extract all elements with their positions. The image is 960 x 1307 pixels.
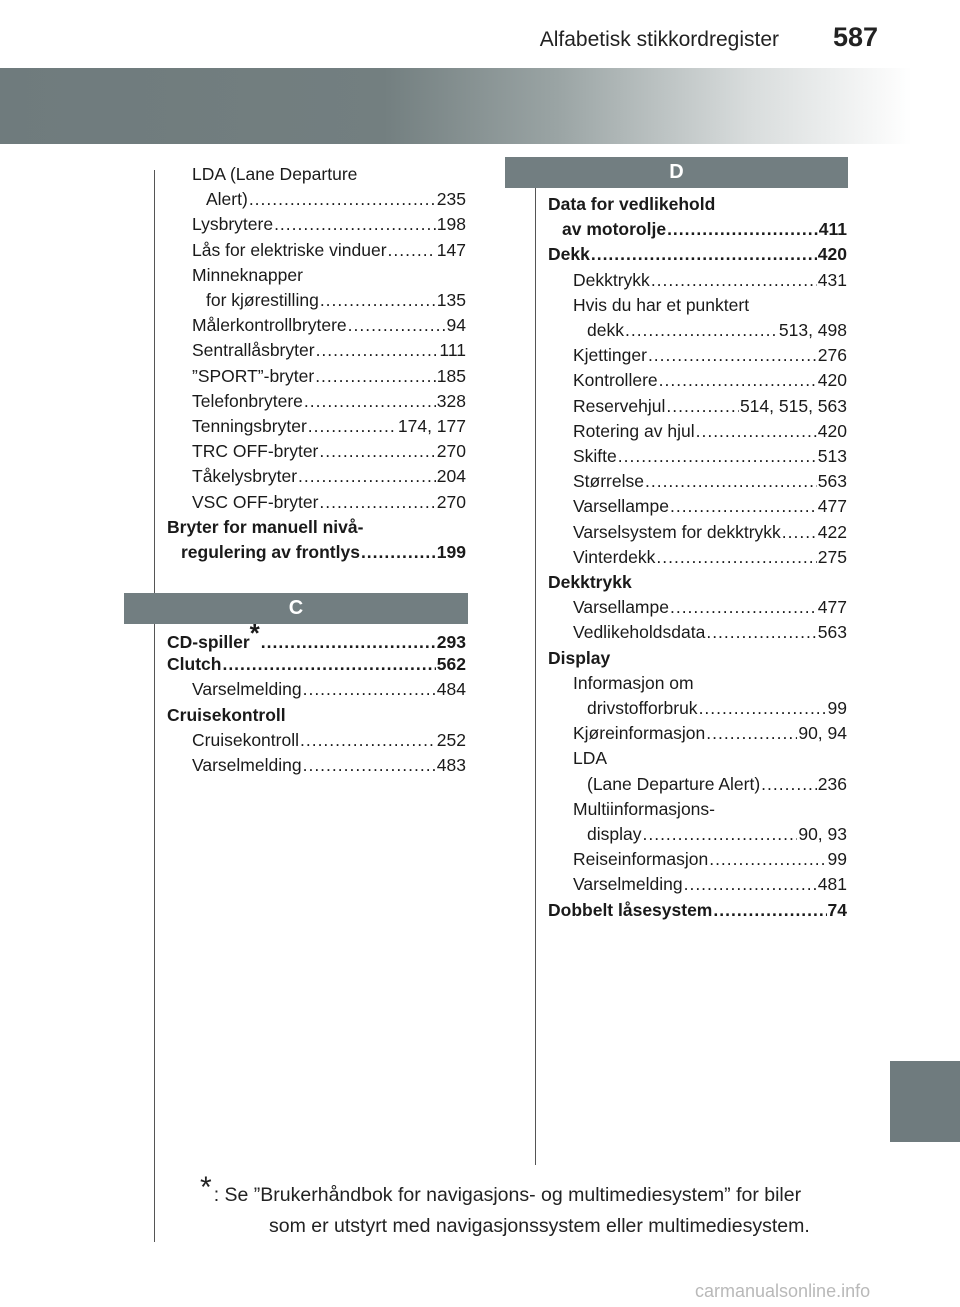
index-entry xyxy=(562,217,847,242)
dot-leader xyxy=(308,414,397,439)
index-entry xyxy=(192,212,466,237)
index-entry-label: Varselmelding xyxy=(192,755,302,775)
index-entry-label: Varsellampe xyxy=(573,496,669,517)
index-entry xyxy=(587,318,847,343)
index-entry-page: 74 xyxy=(827,899,847,920)
index-entry-label: Vinterdekk xyxy=(573,546,656,567)
index-entry-label: (Lane Departure Alert) xyxy=(587,773,761,794)
dot-leader xyxy=(706,620,816,645)
dot-leader xyxy=(315,364,436,389)
index-entry xyxy=(206,187,466,212)
index-entry xyxy=(573,797,715,822)
index-entry xyxy=(573,671,694,696)
index-entry-page: 562 xyxy=(436,654,466,675)
index-entry-label: Cruisekontroll xyxy=(192,729,299,750)
index-entry-label: display xyxy=(587,824,642,844)
dot-leader xyxy=(696,419,817,444)
index-entry-page: 293 xyxy=(436,632,466,652)
dot-leader xyxy=(656,545,816,570)
index-entry xyxy=(548,570,632,595)
index-entry xyxy=(192,490,466,515)
dot-leader xyxy=(709,847,826,872)
index-entry-page: 411 xyxy=(818,219,847,240)
index-entry-page: 185 xyxy=(436,365,466,386)
index-entry-page: 236 xyxy=(817,773,847,794)
index-entry xyxy=(192,263,303,288)
dot-leader xyxy=(670,494,817,519)
index-entry-label: Dobbelt låsesystem xyxy=(548,899,713,920)
dot-leader xyxy=(659,368,817,393)
index-entry xyxy=(573,847,847,872)
index-entry xyxy=(573,746,607,771)
footnote-asterisk: * xyxy=(200,1171,212,1204)
index-entry-page: 276 xyxy=(817,345,847,366)
dot-leader xyxy=(274,212,436,237)
index-entry-label: Reiseinformasjon xyxy=(573,849,709,870)
index-entry xyxy=(192,439,466,464)
index-entry-page: 513, 498 xyxy=(778,320,847,340)
index-entry-page: 99 xyxy=(827,849,847,870)
dot-leader xyxy=(222,652,435,677)
index-entry-page: 270 xyxy=(436,491,466,512)
index-entry-label: drivstofforbruk xyxy=(587,698,698,718)
chapter-side-tab xyxy=(890,1061,960,1142)
index-entry xyxy=(573,595,847,620)
index-entry-page: 198 xyxy=(436,214,466,235)
index-entry-page: 90, 93 xyxy=(798,824,847,844)
dot-leader xyxy=(782,520,817,545)
dot-leader xyxy=(699,696,827,721)
index-entry-label: regulering av frontlys xyxy=(181,542,360,562)
section-header-d xyxy=(505,157,848,188)
index-entry-label: CD-spiller xyxy=(167,632,250,652)
dot-leader xyxy=(300,728,436,753)
index-entry-page: 270 xyxy=(436,441,466,462)
index-entry-page: 275 xyxy=(817,546,847,567)
dot-leader xyxy=(388,238,436,263)
index-entry-page: 484 xyxy=(436,679,466,700)
index-entry xyxy=(548,646,610,671)
index-entry xyxy=(573,494,847,519)
index-entry xyxy=(573,469,847,494)
dot-leader xyxy=(319,490,435,515)
index-entry-label: dekk xyxy=(587,320,624,340)
index-entry-page: 513 xyxy=(817,446,847,466)
dot-leader xyxy=(320,288,436,313)
index-entry-label: Dekktrykk xyxy=(573,269,650,290)
index-entry-page: 147 xyxy=(436,239,466,260)
index-entry-page: 420 xyxy=(817,370,847,391)
dot-leader xyxy=(316,338,439,363)
index-entry xyxy=(573,419,847,444)
index-entry xyxy=(192,364,466,389)
dot-leader xyxy=(249,187,436,212)
index-entry-label: Multiinformasjons- xyxy=(573,798,715,819)
index-entry xyxy=(192,238,466,263)
index-entry-label: Lysbrytere xyxy=(192,214,274,235)
dot-leader xyxy=(618,444,817,469)
index-entry-label: LDA xyxy=(573,748,608,769)
index-entry-label: Målerkontrollbrytere xyxy=(192,315,347,336)
index-entry-label: Telefonbrytere xyxy=(192,390,303,411)
index-entry-page: 481 xyxy=(817,874,847,895)
dot-leader xyxy=(761,772,817,797)
index-entry-page: 235 xyxy=(436,189,466,210)
index-entry xyxy=(548,192,715,217)
index-entry xyxy=(192,464,466,489)
index-entry xyxy=(587,696,847,721)
footnote-marker: * xyxy=(249,618,260,648)
footnote xyxy=(200,1171,810,1242)
index-entry-label: Dekktrykk xyxy=(548,572,632,592)
dot-leader xyxy=(651,268,817,293)
index-entry-page: 199 xyxy=(436,542,466,562)
index-entry-page: 90, 94 xyxy=(798,723,847,744)
index-entry-label: Tenningsbryter xyxy=(192,416,307,436)
index-entry xyxy=(192,389,466,414)
index-entry-page: 174, 177 xyxy=(397,416,466,436)
index-entry xyxy=(548,242,847,267)
watermark: carmanualsonline.info xyxy=(695,1281,871,1301)
index-entry-label: Lås for elektriske vinduer xyxy=(192,239,387,260)
index-entry xyxy=(167,618,466,655)
dot-leader xyxy=(670,595,817,620)
index-entry-label: Alert) xyxy=(206,189,248,210)
index-entry xyxy=(192,162,357,187)
dot-leader xyxy=(625,318,778,343)
index-entry xyxy=(573,343,847,368)
index-entry-page: 477 xyxy=(817,496,847,517)
index-entry xyxy=(573,545,847,570)
index-entry-page: 252 xyxy=(436,729,466,750)
index-entry-label: Varselsystem for dekktrykk xyxy=(573,521,781,542)
dot-leader xyxy=(348,313,446,338)
index-entry-label: Reservehjul xyxy=(573,395,666,416)
index-entry xyxy=(548,898,847,923)
index-entry-page: 422 xyxy=(817,521,847,542)
index-entry-label: VSC OFF-bryter xyxy=(192,491,319,512)
index-entry xyxy=(192,753,466,778)
index-entry-label: Størrelse xyxy=(573,471,644,492)
index-entry-label: LDA (Lane Departure xyxy=(192,164,358,184)
dot-leader xyxy=(684,872,817,897)
index-entry-page: 477 xyxy=(817,597,847,618)
index-entry-page: 563 xyxy=(817,622,847,643)
index-entry-label: TRC OFF-bryter xyxy=(192,441,319,462)
index-entry-label: Kjøreinformasjon xyxy=(573,723,706,744)
left-column-rule xyxy=(154,170,155,1242)
index-entry-label: Bryter for manuell nivå- xyxy=(167,516,364,537)
index-entry-label: av motorolje xyxy=(562,219,667,240)
index-entry-page: 111 xyxy=(439,340,466,361)
dot-leader xyxy=(713,898,826,923)
index-entry-page: 94 xyxy=(446,315,466,336)
index-entry-label: Rotering av hjul xyxy=(573,420,695,441)
index-entry-label: for kjørestilling xyxy=(206,290,319,310)
index-entry xyxy=(587,822,847,847)
footnote-line-2: som er utstyrt med navigasjonssystem eller multimediesystem. xyxy=(269,1215,810,1237)
section-letter-d: D xyxy=(669,161,684,183)
index-entry-label: Varselmelding xyxy=(192,679,302,700)
index-entry xyxy=(192,313,466,338)
index-entry-label: Sentrallåsbryter xyxy=(192,340,315,361)
dot-leader xyxy=(642,822,797,847)
footnote-line-1 xyxy=(200,1171,810,1211)
section-header-c xyxy=(124,593,468,624)
dot-leader xyxy=(591,242,817,267)
index-entry-label: Kjettinger xyxy=(573,345,647,366)
index-entry xyxy=(573,394,847,419)
header-title: Alfabetisk stikkordregister xyxy=(539,28,779,51)
index-entry xyxy=(192,728,466,753)
index-entry xyxy=(573,620,847,645)
index-entry xyxy=(167,515,363,540)
dot-leader xyxy=(648,343,817,368)
footnote-text-1: : Se ”Brukerhåndbok for navigasjons- og multimediesystem” for biler xyxy=(213,1184,802,1206)
index-entry-label: Hvis du har et punktert xyxy=(573,294,750,315)
index-entry-label: Vedlikeholdsdata xyxy=(573,622,706,643)
index-entry xyxy=(181,540,466,565)
index-entry-label: Data for vedlikehold xyxy=(548,194,716,214)
chapter-banner xyxy=(0,68,960,144)
index-entry-label: Tåkelysbryter xyxy=(192,466,298,487)
dot-leader xyxy=(706,721,797,746)
index-entry-page: 431 xyxy=(817,269,847,290)
index-entry-page: 420 xyxy=(817,420,847,441)
index-entry-label: ”SPORT”-bryter xyxy=(192,365,315,386)
index-entry xyxy=(192,338,466,363)
index-entry xyxy=(192,677,466,702)
page-number: 587 xyxy=(832,22,878,52)
index-entry-label: Varselmelding xyxy=(573,874,683,895)
index-entry-page: 563 xyxy=(817,471,847,492)
index-entry-page: 328 xyxy=(436,390,466,411)
middle-column-rule xyxy=(535,188,536,1165)
index-entry-page: 99 xyxy=(827,698,847,718)
index-entry-page: 483 xyxy=(436,755,466,775)
index-entry-label: Skifte xyxy=(573,446,617,466)
dot-leader xyxy=(303,753,436,778)
dot-leader xyxy=(645,469,817,494)
index-entry xyxy=(573,520,847,545)
dot-leader xyxy=(319,439,435,464)
index-entry xyxy=(573,293,749,318)
section-letter-c: C xyxy=(288,597,304,619)
index-entry xyxy=(587,772,847,797)
index-entry-page: 135 xyxy=(436,290,466,310)
index-entry-label: Dekk xyxy=(548,244,590,265)
index-entry-label: Display xyxy=(548,647,611,668)
index-entry xyxy=(573,444,847,469)
index-entry-label: Clutch xyxy=(167,654,222,675)
index-entry xyxy=(167,652,466,677)
index-entry xyxy=(167,703,286,728)
dot-leader xyxy=(361,540,436,565)
index-entry-label: Informasjon om xyxy=(573,672,694,693)
dot-leader xyxy=(304,389,436,414)
index-entry xyxy=(573,721,847,746)
index-entry-page: 204 xyxy=(436,466,466,487)
index-entry-page: 514, 515, 563 xyxy=(739,395,847,416)
index-entry-label: Kontrollere xyxy=(573,370,658,391)
index-entry-page: 420 xyxy=(817,244,847,265)
index-entry xyxy=(573,268,847,293)
index-entry xyxy=(573,872,847,897)
index-entry xyxy=(192,414,466,439)
index-entry xyxy=(573,368,847,393)
dot-leader xyxy=(667,217,818,242)
dot-leader xyxy=(303,677,436,702)
index-entry-label: Minneknapper xyxy=(192,264,303,285)
index-entry-label: Varsellampe xyxy=(573,597,669,618)
dot-leader xyxy=(666,394,739,419)
index-entry xyxy=(206,288,466,313)
dot-leader xyxy=(298,464,436,489)
index-entry-label: Cruisekontroll xyxy=(167,704,286,725)
